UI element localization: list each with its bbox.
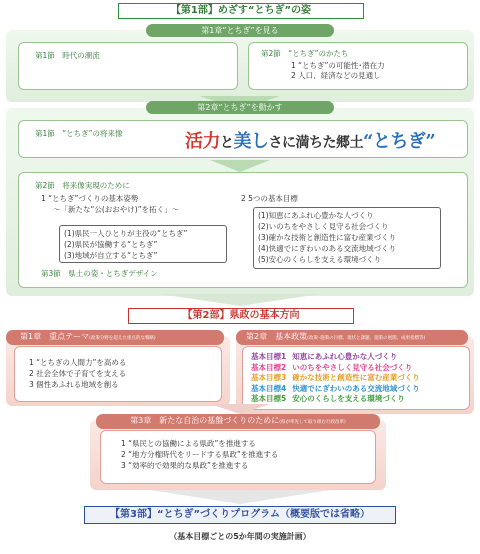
ch2-sec1-title: 第1節 “とちぎ”の将来像	[35, 129, 123, 138]
basic-goals-list	[251, 352, 420, 405]
p2-ch2-box	[242, 346, 470, 410]
p2-ch2-title	[236, 330, 468, 345]
p2-ch1-title-note: (政策分野を超えた重点的な戦略)	[89, 336, 156, 341]
goal-item-1: (1)知恵にあふれ心豊かな人づくり	[258, 211, 374, 220]
slogan-part-1: 活力	[185, 131, 220, 152]
arrow-sec1-to-sec2	[210, 160, 270, 172]
basic-goal-text: いのちをやさしく見守る社会づくり	[292, 362, 413, 372]
ch1-sec2-item-1: 1 “とちぎ”の可能性･潜在力	[291, 61, 385, 70]
posture-item-1: (1)県民一人ひとりが主役の“とちぎ”	[64, 229, 188, 238]
basic-goal-row	[251, 394, 420, 405]
slogan-part-3: 美し	[233, 131, 269, 152]
p2-ch2-title-note: (政策･施策の目標、現状と課題、施策の展開、成果指標等)	[307, 336, 426, 341]
p2-ch1-title	[6, 330, 224, 345]
slogan-part-2: と	[220, 135, 234, 151]
posture-subheading: ～「新たな“公(おおやけ)”を拓く」～	[53, 205, 180, 214]
part1-title: 【第1部】めざす“とちぎ”の姿	[118, 3, 364, 19]
ch2-sec2-title: 第2節 将来像実現のために	[35, 181, 130, 190]
slogan-part-5: “とちぎ”	[363, 131, 436, 152]
ch2-sec3-title: 第3節 県土の姿・とちぎデザイン	[41, 269, 158, 278]
goal-item-4: (4)快適でにぎわいのある交流地域づくり	[258, 244, 397, 253]
posture-heading: 1 “とちぎ”づくりの基本姿勢	[41, 194, 139, 203]
basic-goal-row	[251, 384, 420, 395]
basic-goal-text: 確かな技術と創造性に富む産業づくり	[292, 373, 420, 382]
p2-ch1-title-text: 第1章 重点テーマ	[20, 332, 90, 341]
p2-ch1-box	[14, 346, 222, 402]
basic-goal-text: 快適でにぎわいのある交流地域づくり	[292, 383, 420, 393]
ch1-sec2-item-2: 2 人口、経済などの見通し	[291, 71, 381, 80]
part3-title: 【第3部】“とちぎ”づくりプログラム（概要版では省略）	[84, 506, 396, 524]
slogan-part-4: さに満ちた郷土	[268, 135, 363, 151]
ch1-sec2-title: 第2節 “とちぎ”のかたち	[261, 49, 349, 58]
basic-goal-label: 基本目標5	[251, 394, 287, 403]
p2-ch3-box	[100, 430, 376, 484]
future-vision-slogan	[185, 127, 435, 153]
theme-item-2: 2 社会全体で子育てを支える	[29, 369, 127, 378]
goal-item-3: (3)確かな技術と創造性に富む産業づくり	[258, 233, 397, 242]
basic-goal-label: 基本目標3	[251, 373, 287, 382]
goal-item-2: (2)いのちをやさしく見守る社会づくり	[258, 222, 389, 231]
p2-ch2-title-text: 第2章 基本政策	[246, 332, 308, 341]
reform-item-1: 1 “県民との協働による県政”を推進する	[121, 439, 256, 448]
arrow-to-p2-ch3	[210, 404, 270, 414]
goal-item-5: (5)安心のくらしを支える環境づくり	[258, 255, 382, 264]
basic-goal-label: 基本目標1	[251, 352, 287, 361]
basic-goal-label: 基本目標4	[251, 383, 287, 393]
basic-goal-row	[251, 363, 420, 374]
basic-goal-row	[251, 373, 420, 384]
basic-goal-text: 安心のくらしを支える環境づくり	[292, 394, 405, 403]
goals-heading: 2 5つの基本目標	[241, 194, 298, 203]
theme-item-1: 1 “とちぎの人間力”を高める	[29, 358, 127, 367]
arrow-part1-to-part2	[160, 294, 320, 306]
basic-goal-label: 基本目標2	[251, 362, 287, 372]
p2-ch3-title-text: 第3章 新たな自治の基盤づくりのために	[130, 416, 280, 425]
goals-list	[253, 207, 441, 269]
chapter1-title: 第1章“とちぎ”を見る	[146, 24, 334, 37]
ch1-sec1-title: 第1節 時代の潮流	[35, 51, 100, 60]
chapter2-title: 第2章“とちぎ”を動かす	[146, 101, 334, 114]
p2-ch3-title	[96, 414, 380, 429]
theme-item-3: 3 個性あふれる地域を創る	[29, 380, 119, 389]
posture-item-3: (3)地域が自立する“とちぎ”	[64, 251, 158, 260]
posture-item-2: (2)県民が協働する“とちぎ”	[64, 240, 158, 249]
posture-list	[59, 225, 227, 263]
ch2-sec1-box	[18, 120, 468, 158]
ch1-sec1-box	[18, 42, 238, 90]
ch2-sec2-box	[18, 172, 468, 288]
part2-title: 【第2部】県政の基本方向	[128, 308, 354, 324]
ch1-sec2-box	[248, 42, 468, 90]
reform-item-3: 3 “効率的で効果的な県政”を推進する	[121, 461, 249, 470]
basic-goal-row	[251, 352, 420, 363]
p2-ch3-title-note: (県が率先して取り組む行政改革)	[279, 420, 346, 425]
arrow-part2-to-part3	[150, 490, 330, 504]
part3-note: （基本目標ごとの5か年間の実施計画）	[169, 532, 311, 541]
reform-item-2: 2 “地方分権時代をリードする県政”を推進する	[121, 450, 279, 459]
basic-goal-text: 知恵にあふれ心豊かな人づくり	[292, 352, 398, 361]
